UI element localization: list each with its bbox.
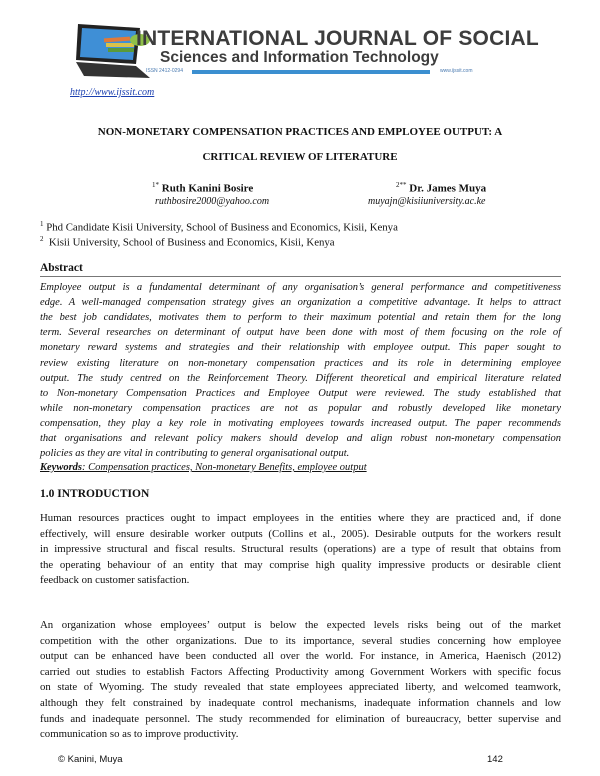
journal-url-link[interactable]: http://www.ijssit.com — [70, 87, 155, 98]
text-line: policies as they are vital in contributing to general organisational output. — [40, 448, 350, 460]
text-line: Employee output is a fundamental determinant of any organisation’s general performance and competitiveness — [40, 282, 561, 293]
keywords-label: Keywords — [40, 462, 82, 473]
text-line: monetary reward systems and strategies and their relationship with employee output. This paper sought to — [40, 342, 561, 354]
introduction-heading: 1.0 INTRODUCTION — [40, 488, 150, 500]
text-line: the best job candidates, motivates them to perform to their maximum potential and retain them for the long — [40, 312, 561, 324]
text-line: on state of Wyoming. The study revealed that state employees appreciated liberty, and welcomed teamwork, — [40, 681, 561, 694]
text-line: communication so as to improve productivity. — [40, 728, 239, 741]
author-1-name — [152, 181, 253, 195]
affiliation-2 — [40, 235, 335, 249]
keywords — [40, 462, 367, 473]
text-line: feedback on customer satisfaction. — [40, 574, 190, 587]
affiliation-2-marker: 2 — [40, 235, 44, 243]
text-line: review existing literature on non-monetary compensation practices and its role in determining employee — [40, 357, 561, 369]
paper-title-line-2: CRITICAL REVIEW OF LITERATURE — [202, 151, 398, 163]
author-1-marker: 1* — [152, 181, 159, 189]
text-line: carried out studies to establish Factors Affecting Productivity among Government Workers with specific focus — [40, 665, 561, 678]
text-line: output can be enhanced have been conducted all over the world. For instance, in America, Haenisch (2012) — [40, 650, 561, 663]
author-1-name-text: Ruth Kanini Bosire — [161, 182, 254, 195]
abstract-rule — [40, 276, 561, 277]
page-number: 142 — [487, 754, 503, 765]
author-2-marker: 2** — [396, 181, 407, 189]
text-line: term. Several researches on determinant of output have been done with most of them focusing on the role of — [40, 327, 561, 339]
paper-title-line-1: NON-MONETARY COMPENSATION PRACTICES AND EMPLOYEE OUTPUT: A — [97, 126, 503, 138]
text-line: although they felt constrained by inadequate control mechanisms, inadequate information channels and low — [40, 697, 561, 709]
keywords-list: : Compensation practices, Non-monetary Benefits, employee output — [82, 462, 367, 473]
author-1-email: ruthbosire2000@yahoo.com — [155, 196, 270, 207]
journal-issn: ISSN 2412-0294 — [146, 68, 183, 74]
author-2-name — [396, 181, 486, 195]
text-line: funds and inadequate personnel. The study recommended for elimination of bureaucracy, better supervise and — [40, 712, 561, 725]
logo-divider-bar — [192, 70, 430, 74]
affiliation-2-text: Kisii University, School of Business and Economics, Kisii, Kenya — [48, 236, 335, 249]
text-line: Human resources practices ought to impact employees in the entities where they are practiced and, if done — [40, 512, 561, 524]
abstract-heading: Abstract — [40, 262, 83, 274]
text-line: effectively, will ensure desirable worker outputs (Collins et al., 2005). Desirable outputs for the workers result — [40, 527, 561, 540]
footer-copyright: © Kanini, Muya — [58, 754, 123, 765]
text-line: while non-monetary compensation practices are not as popular and robustly developed like monetary — [40, 402, 561, 414]
text-line: An organization whose employees’ output is below the expected levels risks being out of the market — [40, 619, 561, 631]
journal-logo-subtitle: Sciences and Information Technology — [160, 49, 439, 66]
text-line: competition with the other organizations. Due to its importance, several studies concerning how employee — [40, 634, 561, 647]
text-line: output. The study centred on the Reinforcement Theory. Different theoretical and empirical literature related — [40, 372, 561, 384]
text-line: the operating behaviour of an entity that may comprise high quality impressive products or desirable client — [40, 558, 561, 571]
author-2-name-text: Dr. James Muya — [409, 182, 487, 195]
text-line: to Non-monetary Compensation Practices and Employee Output were reviewed. The study established that — [40, 387, 561, 399]
journal-logo-title: INTERNATIONAL JOURNAL OF SOCIAL — [136, 27, 539, 50]
text-line: compensation, they play a key role in motivating employees towards increased output. The paper recommends — [40, 417, 561, 429]
text-line: edge. A well-managed compensation strategy gives an organization a competitive advantage. It helps to attract — [40, 297, 561, 309]
affiliation-1 — [40, 220, 398, 234]
affiliation-1-marker: 1 — [40, 220, 44, 228]
author-2-email: muyajn@kisiiuniversity.ac.ke — [368, 196, 486, 207]
text-line: in impressive structural and fiscal results. Structural results (operations) are a type of result that obtains from — [40, 543, 561, 556]
text-line: that organisations and relevant policy makers should develop and align robust non-monetary compensation — [40, 433, 561, 444]
affiliation-1-text: Phd Candidate Kisii University, School of Business and Economics, Kisii, Kenya — [46, 221, 398, 234]
journal-logo-website: www.ijssit.com — [440, 68, 473, 74]
